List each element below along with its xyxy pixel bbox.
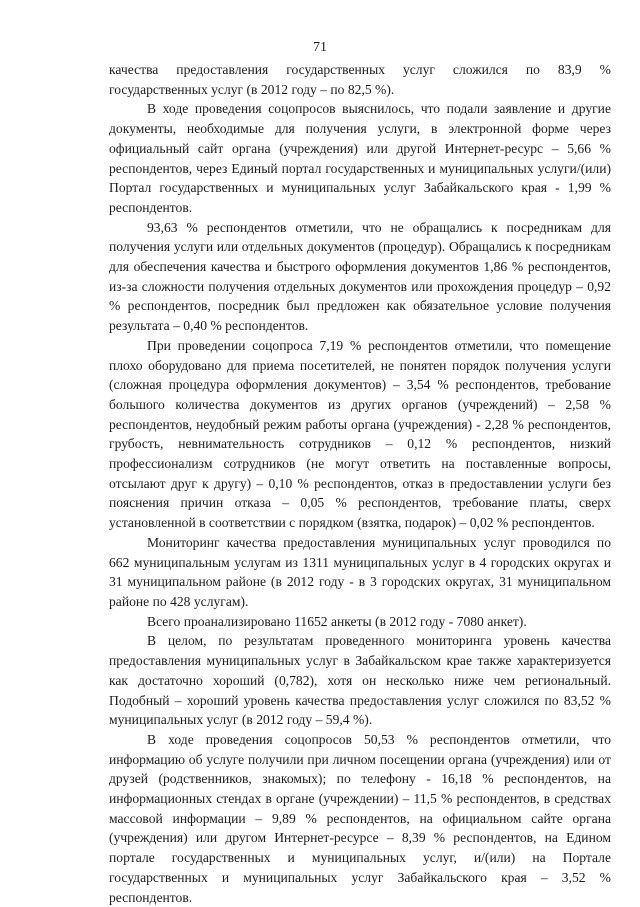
paragraph-3: 93,63 % респондентов отметили, что не обращались к посредникам для получения услуги или отдельных документов (процедур). Обращались к посредникам для обеспечения качества и быстрого оформления документов 1,86 % респондентов, из-за сложности получения отдельных документов или прохождения процедур – 0,92 % респондентов, посредник был предложен как обязательное условие получения результата – 0,40 % респондентов. — [109, 219, 611, 334]
page-number: 71 — [313, 40, 327, 55]
paragraph-6: Всего проанализировано 11652 анкеты (в 2012 году - 7080 анкет). — [147, 613, 527, 629]
paragraph-2: В ходе проведения соцопросов выяснилось, что подали заявление и другие документы, необходимые для получения услуги, в электронной форме через официальный сайт органа (учреждения) или другой Интернет-ресурс – 5,66 % респондентов, через Единый портал государственных и муниципальных услуги/(или) Портал государственных и муниципальных услуг Забайкальского края - 1,99 % респондентов. — [109, 101, 611, 215]
paragraph-5: Мониторинг качества предоставления муниципальных услуг проводился по 662 муниципальным услугам из 1311 муниципальных услуг в 4 городских округах и 31 муниципальном районе (в 2012 году - в 3 городских округах, 31 муниципальном районе по 428 услугам). — [109, 534, 611, 609]
body-text — [109, 60, 611, 907]
paragraph-7: В целом, по результатам проведенного мониторинга уровень качества предоставления муниципальных услуг в Забайкальском крае также характеризуется как достаточно хороший (0,782), хотя он несколько ниже чем региональный. Подобный – хороший уровень качества предоставления услуг сложился по 83,52 % муниципальных услуг (в 2012 году – 59,4 %). — [109, 633, 611, 728]
paragraph-8: В ходе проведения соцопросов 50,53 % респондентов отметили, что информацию об услуге получили при личном посещении органа (учреждения) или от друзей (родственников, знакомых); по телефону - 16,18 % респондентов, на информационных стендах в органе (учреждении) – 11,5 % респондентов, в средствах массовой информации – 9,89 % респондентов, на официальном сайте органа (учреждения) или другом Интернет-ресурсе – 8,39 % респондентов, на Едином портале государственных и муниципальных услуг, и/(или) на Портале государственных и муниципальных услуг Забайкальского края – 3,52 % респондентов. — [109, 731, 611, 905]
paragraph-1: качества предоставления государственных услуг сложился по 83,9 % государственных услуг (в 2012 году – по 82,5 %). — [109, 62, 611, 97]
paragraph-4: При проведении соцопроса 7,19 % респондентов отметили, что помещение плохо оборудовано для приема посетителей, не понятен порядок получения услуги (сложная процедура оформления документов) – 3,54 % респондентов, требование большого количества документов из других органов (учреждений) – 2,58 % респондентов, неудобный режим работы органа (учреждения) - 2,28 % респондентов, грубость, невнимательность сотрудников – 0,12 % респондентов, низкий профессионализм сотрудников (не могут ответить на поставленные вопросы, отсылают друг к другу) – 0,10 % респондентов, отказ в предоставлении услуги без пояснения причин отказа – 0,05 % респондентов, требование платы, сверх установленной в соответствии с порядком (взятка, подарок) – 0,02 % респондентов. — [109, 337, 611, 531]
